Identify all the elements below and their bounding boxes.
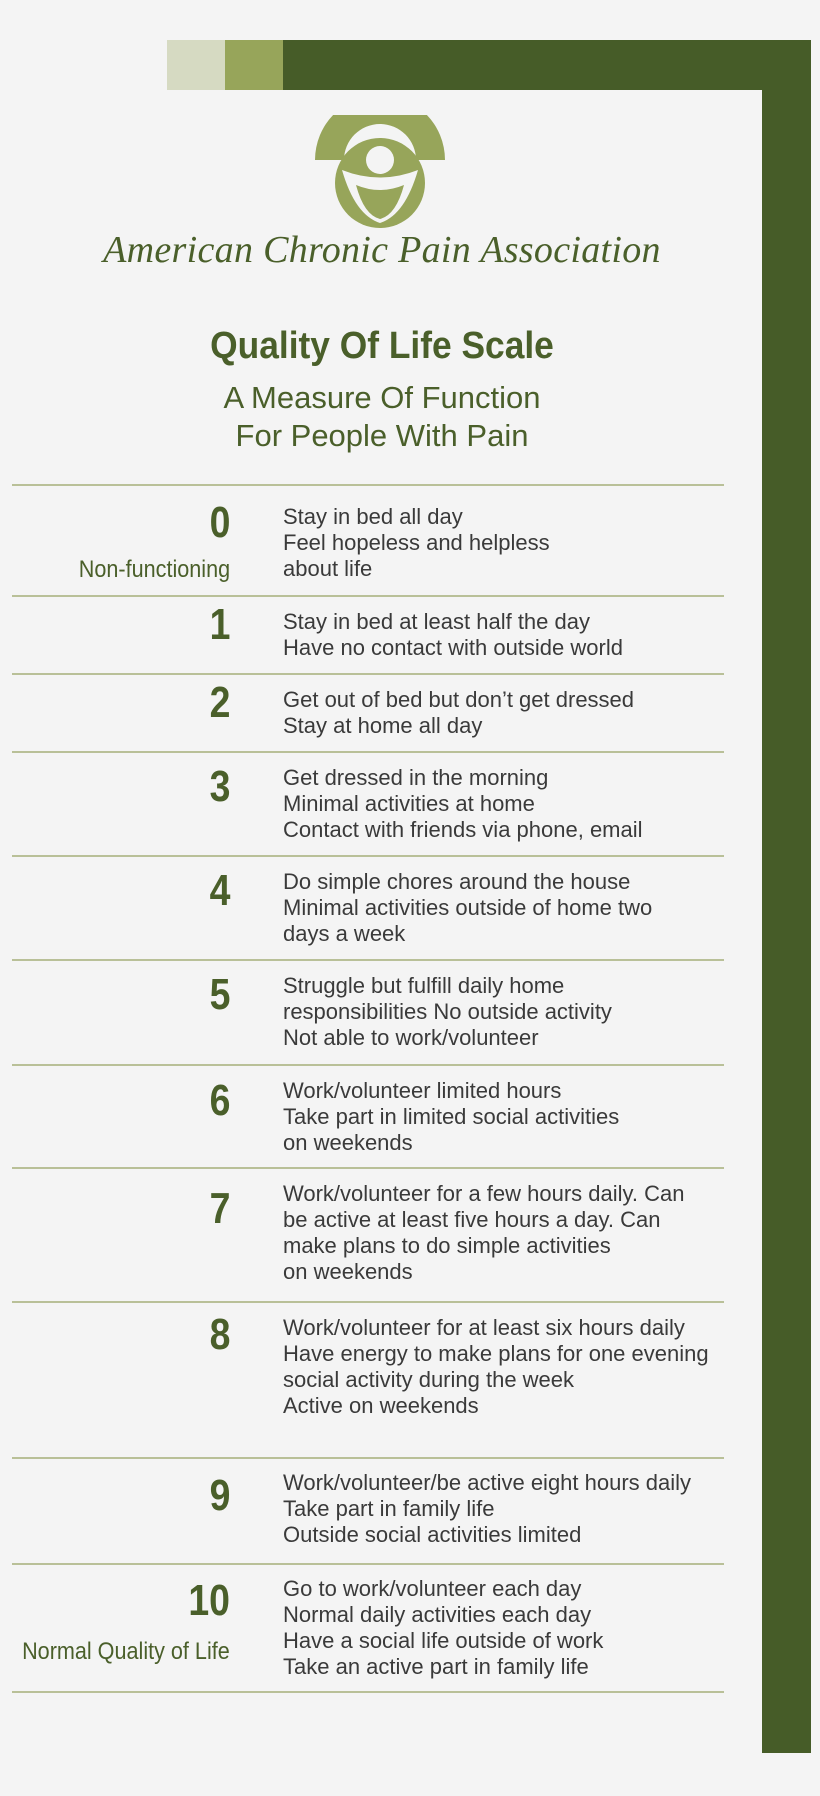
description-line: on weekends bbox=[283, 1130, 413, 1155]
description-line: Stay in bed all day bbox=[283, 504, 463, 529]
description-line: on weekends bbox=[283, 1259, 413, 1284]
scale-description bbox=[283, 504, 763, 582]
scale-anchor-label: Normal Quality of Life bbox=[22, 1638, 230, 1665]
description-line: Minimal activities at home bbox=[283, 791, 535, 816]
scale-description bbox=[283, 687, 763, 739]
row-divider bbox=[12, 1301, 724, 1303]
scale-description bbox=[283, 1576, 763, 1680]
description-line: Go to work/volunteer each day bbox=[283, 1576, 582, 1601]
description-line: Work/volunteer for at least six hours daily bbox=[283, 1315, 685, 1340]
description-line: Minimal activities outside of home two bbox=[283, 895, 653, 920]
description-line: Active on weekends bbox=[283, 1393, 479, 1418]
scale-description bbox=[283, 609, 763, 661]
description-line: responsibilities No outside activity bbox=[283, 999, 612, 1024]
scale-description bbox=[283, 1181, 763, 1285]
row-divider bbox=[12, 673, 724, 675]
row-divider bbox=[12, 1691, 724, 1693]
organization-name: American Chronic Pain Association bbox=[103, 229, 661, 271]
description-line: Have a social life outside of work bbox=[283, 1628, 604, 1653]
description-line: Outside social activities limited bbox=[283, 1522, 582, 1547]
page-title: Quality Of Life Scale bbox=[210, 325, 554, 367]
row-divider bbox=[12, 1563, 724, 1565]
description-line: Take part in limited social activities bbox=[283, 1104, 620, 1129]
description-line: Get dressed in the morning bbox=[283, 765, 549, 790]
description-line: Take part in family life bbox=[283, 1496, 495, 1521]
description-line: Struggle but fulfill daily home bbox=[283, 973, 565, 998]
description-line: Take an active part in family life bbox=[283, 1654, 589, 1679]
scale-level-number: 10 bbox=[188, 1576, 230, 1625]
scale-level-number: 9 bbox=[209, 1471, 230, 1520]
description-line: Feel hopeless and helpless bbox=[283, 530, 550, 555]
row-divider bbox=[12, 1167, 724, 1169]
description-line: Have no contact with outside world bbox=[283, 635, 623, 660]
scale-level-number: 5 bbox=[209, 970, 230, 1019]
scale-description bbox=[283, 1470, 763, 1548]
header-bar-light bbox=[167, 40, 225, 90]
description-line: Do simple chores around the house bbox=[283, 869, 631, 894]
description-line: Have energy to make plans for one evening bbox=[283, 1341, 709, 1366]
scale-level-number: 0 bbox=[209, 498, 230, 547]
description-line: Stay in bed at least half the day bbox=[283, 609, 590, 634]
scale-description bbox=[283, 1078, 763, 1156]
description-line: Work/volunteer for a few hours daily. Can bbox=[283, 1181, 685, 1206]
header-bar-dark bbox=[283, 40, 811, 90]
scale-anchor-label: Non-functioning bbox=[78, 556, 230, 583]
row-divider bbox=[12, 1457, 724, 1459]
scale-description bbox=[283, 869, 763, 947]
description-line: be active at least five hours a day. Can bbox=[283, 1207, 661, 1232]
row-divider bbox=[12, 595, 724, 597]
description-line: Normal daily activities each day bbox=[283, 1602, 592, 1627]
row-divider bbox=[12, 484, 724, 486]
scale-description bbox=[283, 765, 763, 843]
logo bbox=[0, 110, 764, 290]
scale-level-number: 7 bbox=[209, 1184, 230, 1233]
description-line: Not able to work/volunteer bbox=[283, 1025, 539, 1050]
scale-level-number: 8 bbox=[209, 1310, 230, 1359]
header-bar-olive bbox=[225, 40, 283, 90]
subtitle-line-2: For People With Pain bbox=[235, 418, 529, 453]
row-divider bbox=[12, 855, 724, 857]
description-line: Contact with friends via phone, email bbox=[283, 817, 643, 842]
description-line: Work/volunteer/be active eight hours daily bbox=[283, 1470, 692, 1495]
scale-description bbox=[283, 1315, 763, 1419]
description-line: social activity during the week bbox=[283, 1367, 575, 1392]
scale-level-number: 6 bbox=[209, 1076, 230, 1125]
description-line: Stay at home all day bbox=[283, 713, 483, 738]
right-border-stripe bbox=[762, 40, 811, 1753]
subtitle-line-1: A Measure Of Function bbox=[223, 380, 541, 415]
scale-description bbox=[283, 973, 763, 1051]
description-line: about life bbox=[283, 556, 373, 581]
scale-level-number: 4 bbox=[209, 866, 230, 915]
row-divider bbox=[12, 751, 724, 753]
row-divider bbox=[12, 1064, 724, 1066]
description-line: Get out of bed but don’t get dressed bbox=[283, 687, 635, 712]
scale-level-number: 3 bbox=[209, 762, 230, 811]
description-line: Work/volunteer limited hours bbox=[283, 1078, 562, 1103]
acpa-logo-icon bbox=[310, 115, 450, 230]
scale-level-number: 2 bbox=[209, 678, 230, 727]
row-divider bbox=[12, 959, 724, 961]
description-line: days a week bbox=[283, 921, 406, 946]
scale-level-number: 1 bbox=[209, 600, 230, 649]
description-line: make plans to do simple activities bbox=[283, 1233, 611, 1258]
